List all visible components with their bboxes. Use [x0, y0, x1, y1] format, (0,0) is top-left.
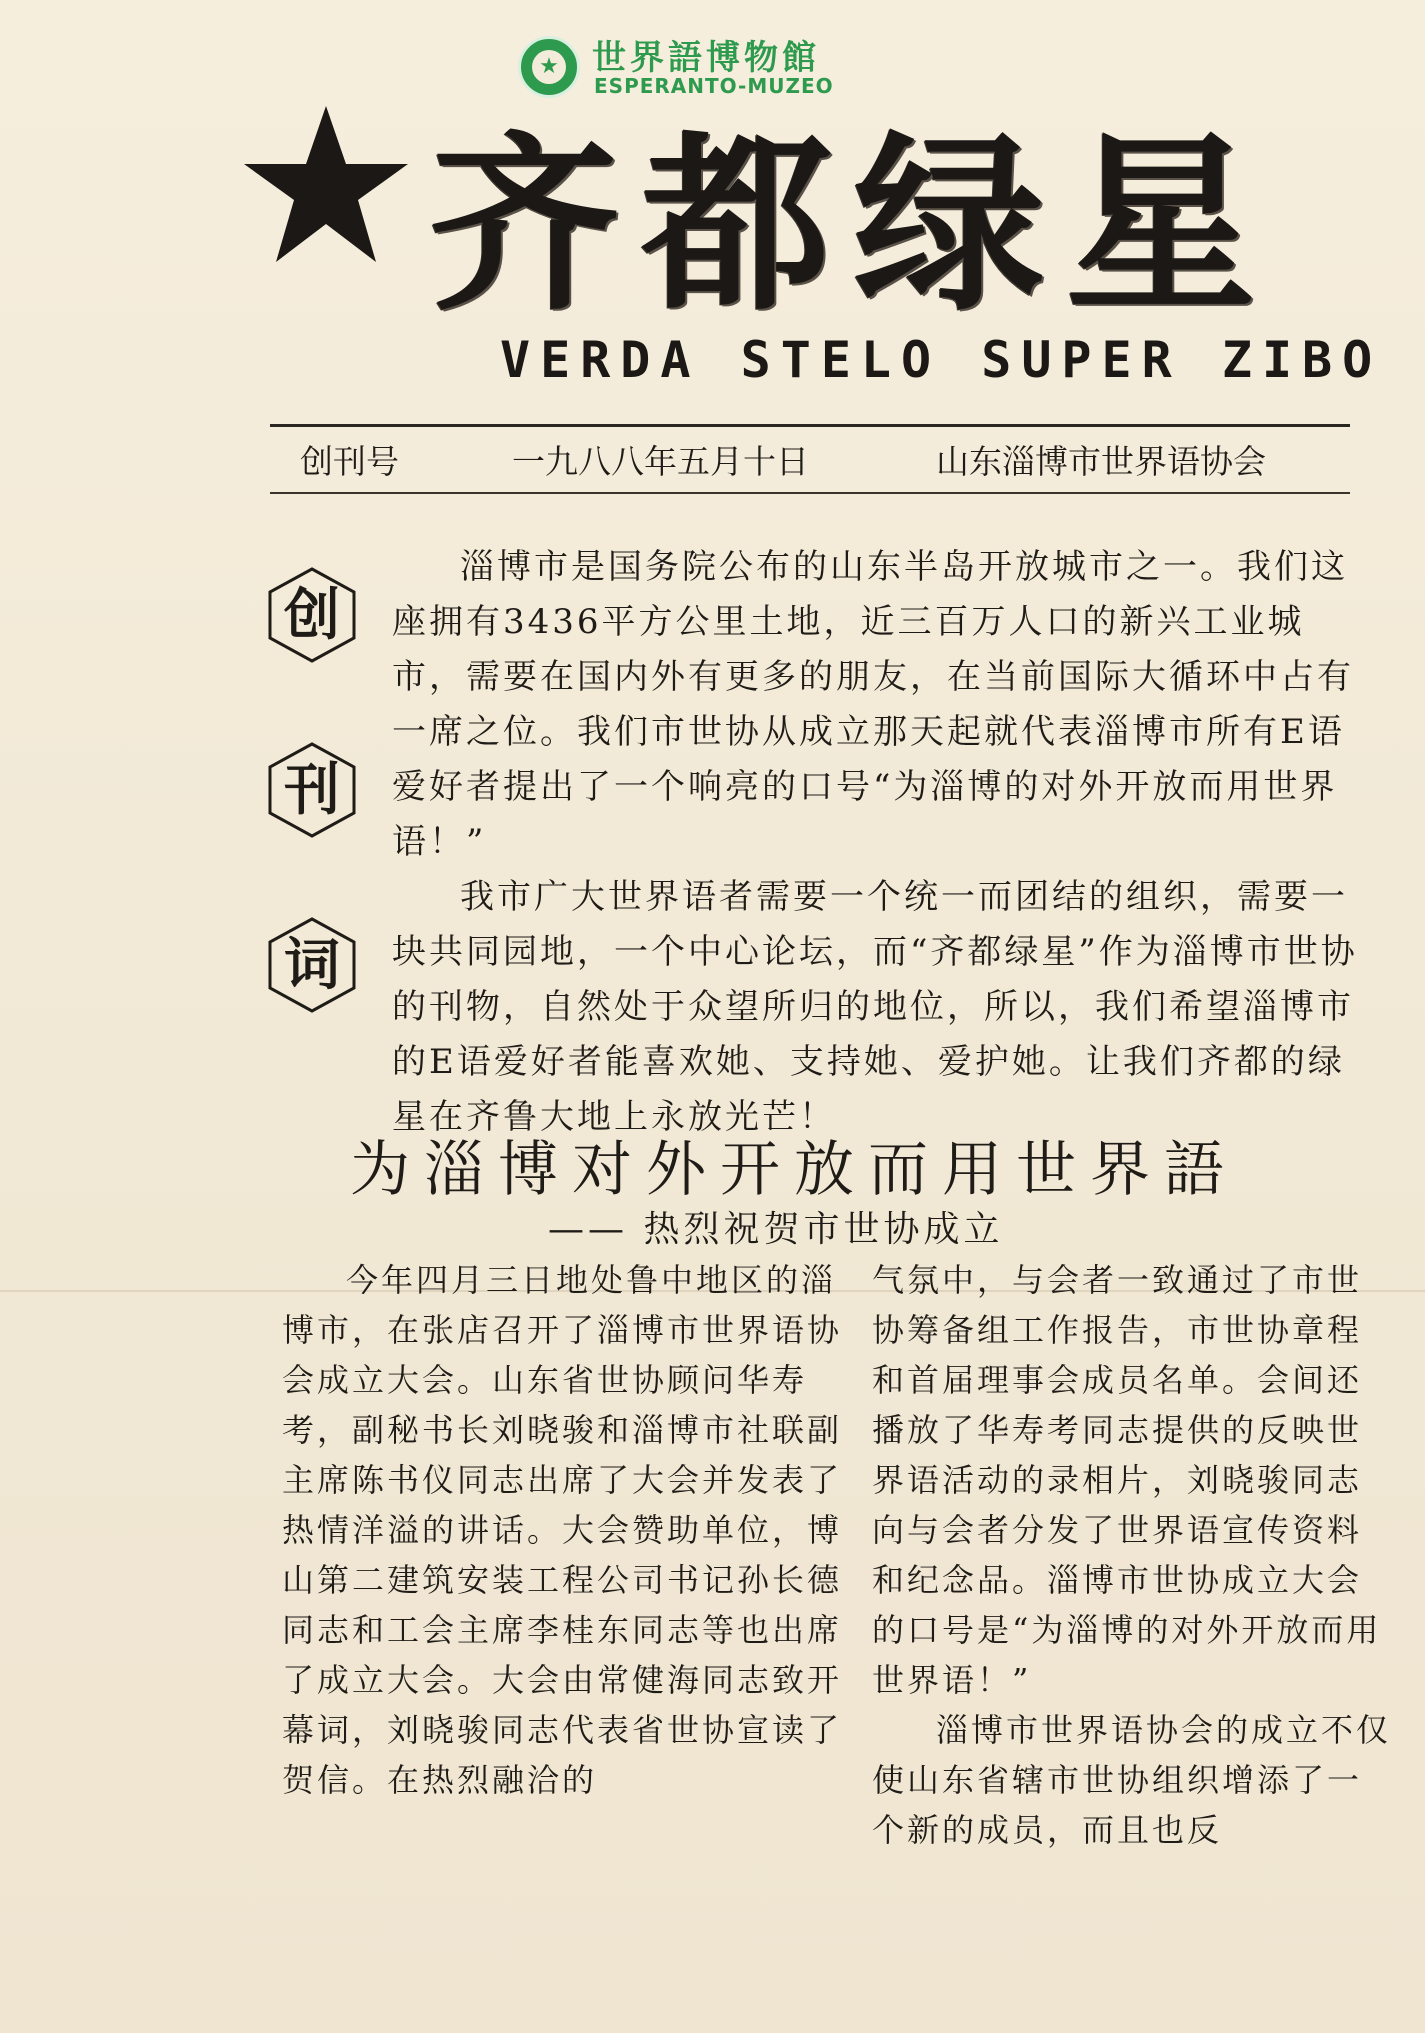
- museum-watermark: [518, 30, 848, 104]
- side-mark-char: 词: [284, 932, 340, 998]
- masthead-title: 齐都绿星: [430, 113, 1279, 336]
- side-mark-ci: [262, 915, 362, 1015]
- foreword-paragraph: 淄博市是国务院公布的山东半岛开放城市之一。我们这座拥有3436平方公里土地，近三百万人口的新兴工业城市，需要在国内外有更多的朋友，在当前国际大循环中占有一席之位。我们市世协从成立那天起就代表淄博市所有E语爱好者提出了一个响亮的口号“为淄博的对外开放而用世界语！”: [392, 547, 1354, 862]
- inaugural-foreword: [392, 540, 1372, 1145]
- museum-name-cn: 世界語博物館: [592, 38, 820, 78]
- publisher: 山东淄博市世界语协会: [936, 442, 1266, 481]
- article-headline: 为淄博对外开放而用世界語: [350, 1135, 1238, 1205]
- masthead-rule-top: [270, 424, 1350, 427]
- side-mark-char: 刊: [284, 757, 340, 823]
- foreword-paragraph: 我市广大世界语者需要一个统一而团结的组织，需要一块共同园地，一个中心论坛，而“齐都绿星”作为淄博市世协的刊物，自然处于众望所归的地位，所以，我们希望淄博市的E语爱好者能喜欢她、支持她、爱护她。让我们齐都的绿星在齐鲁大地上永放光芒！: [392, 877, 1358, 1137]
- issue-date: 一九八八年五月十日: [512, 442, 809, 481]
- article-subhead: —— 热烈祝贺市世协成立: [548, 1209, 1004, 1250]
- star-icon: [238, 102, 414, 272]
- side-mark-chuang: [262, 565, 362, 665]
- masthead-title-en: VERDA STELO SUPER ZIBO: [500, 331, 1383, 389]
- issue-label: 创刊号: [300, 442, 399, 481]
- article-paragraph: 今年四月三日地处鲁中地区的淄博市，在张店召开了淄博市世界语协会成立大会。山东省世协顾问华寿考，副秘书长刘晓骏和淄博市社联副主席陈书仪同志出席了大会并发表了热情洋溢的讲话。大会赞助单位，博山第二建筑安装工程公司书记孙长德同志和工会主席李桂东同志等也出席了成立大会。大会由常健海同志致开幕词，刘晓骏同志代表省世协宣读了贺信。在热烈融洽的: [282, 1261, 843, 1799]
- article-paragraph: 淄博市世界语协会的成立不仅使山东省辖市世协组织增添了一个新的成员，而且也反: [872, 1711, 1392, 1849]
- article-column-left: [282, 1255, 842, 1805]
- article-paragraph: 气氛中，与会者一致通过了市世协筹备组工作报告，市世协章程和首届理事会成员名单。会间还播放了华寿考同志提供的反映世界语活动的录相片，刘晓骏同志向与会者分发了世界语宣传资料和纪念品。淄博市世协成立大会的口号是“为淄博的对外开放而用世界语！”: [872, 1261, 1382, 1699]
- issue-info: [300, 440, 1360, 484]
- article-column-right: [872, 1255, 1392, 1855]
- side-mark-char: 创: [284, 582, 340, 648]
- masthead-rule-bottom: [270, 492, 1350, 494]
- side-mark-kan: [262, 740, 362, 840]
- museum-logo-icon: ★: [518, 36, 580, 98]
- museum-name-en: ESPERANTO-MUZEO: [594, 74, 834, 98]
